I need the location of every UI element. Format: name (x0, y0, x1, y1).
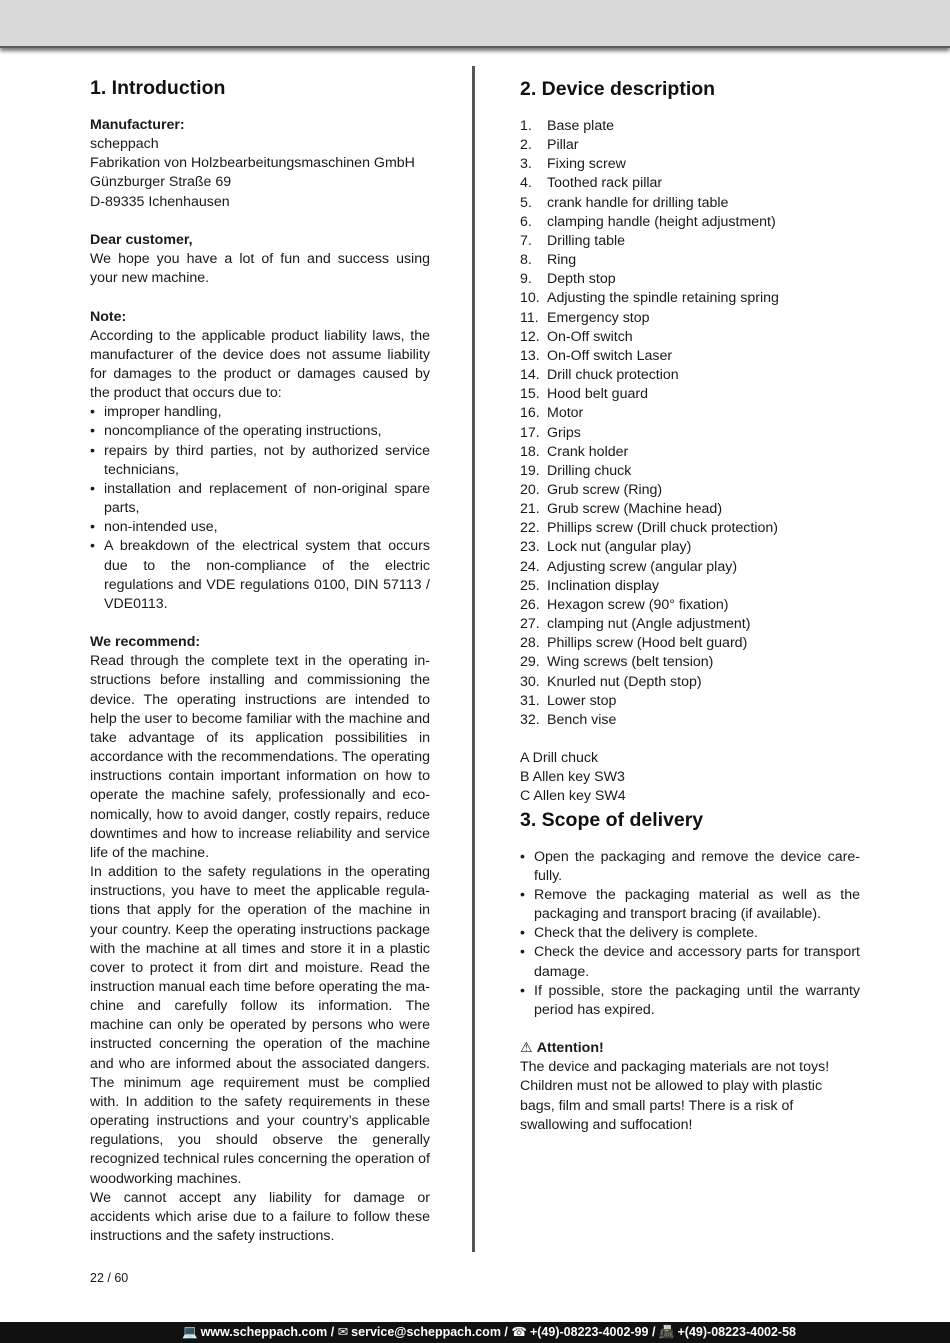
part-number: 26. (520, 596, 540, 613)
part-item (520, 328, 860, 347)
part-item (520, 424, 860, 443)
list-item: • Check that the delivery is complete. (520, 924, 860, 943)
accessory-item: B Allen key SW3 (520, 769, 625, 786)
part-item (520, 653, 860, 672)
part-label: On-Off switch (547, 328, 633, 345)
part-number: 28. (520, 635, 540, 652)
part-number: 21. (520, 501, 540, 518)
part-item (520, 117, 860, 136)
accessories-list (520, 749, 860, 806)
list-item: • improper handling, (90, 403, 430, 422)
part-number: 4. (520, 175, 532, 192)
device-section (520, 76, 860, 1135)
part-item (520, 481, 860, 500)
footer-separator: / (651, 1325, 656, 1339)
part-number: 2. (520, 137, 532, 154)
part-item (520, 385, 860, 404)
part-number: 27. (520, 616, 540, 633)
header-band (0, 0, 950, 48)
part-number: 10. (520, 290, 540, 307)
part-label: Adjusting the spindle retaining spring (547, 290, 779, 307)
phone-icon: ☎ (511, 1325, 527, 1339)
part-number: 31. (520, 692, 540, 709)
part-item (520, 673, 860, 692)
list-item: • installation and replacement of non-original spare parts, (90, 480, 430, 518)
accessory-item: A Drill chuck (520, 750, 599, 767)
part-label: Adjusting screw (angular play) (547, 558, 738, 575)
part-item (520, 577, 860, 596)
part-item (520, 462, 860, 481)
part-label: Toothed rack pillar (547, 175, 663, 192)
device-description-title: 2. Device description (520, 78, 716, 100)
dear-customer-label: Dear customer, (90, 231, 193, 248)
part-item (520, 232, 860, 251)
part-number: 16. (520, 405, 540, 422)
part-item (520, 174, 860, 193)
part-number: 17. (520, 424, 540, 441)
part-label: Hexagon screw (90° fixation) (547, 596, 729, 613)
manufacturer-address (90, 135, 430, 212)
part-number: 15. (520, 386, 540, 403)
part-number: 30. (520, 673, 540, 690)
part-label: Ring (547, 252, 577, 269)
manufacturer-line: D-89335 Ichenhausen (90, 193, 230, 210)
part-item (520, 366, 860, 385)
part-label: Grips (547, 424, 581, 441)
list-item: • If possible, store the packaging until the warranty period has expired. (520, 982, 860, 1020)
recommend-paragraph: In addition to the safety regulations in the operating instructions, you have to meet the applicable regulations that apply for the operation of the machine in your country. Keep the operating instructions package with the machine at all times and store it in a plastic cover to protect it from dirt and moisture. Read the instruction manual each time before operating the machine and carefully follow its information. The machine can only be operated by persons who were instructed concerning the operation of the machine and who are informed about the associated dangers. The minimum age requirement must be complied with. In addition to the safety requirements in these operating instructions and your country’s applicable regulations, you should observe the generally recognized technical rules concerning the operation of woodworking machines. (90, 864, 430, 1187)
manufacturer-line: scheppach (90, 136, 159, 153)
part-label: Phillips screw (Drill chuck protection) (547, 520, 779, 537)
part-label: Drill chuck protection (547, 367, 679, 384)
part-label: Drilling table (547, 232, 626, 249)
part-label: Grub screw (Ring) (547, 481, 663, 498)
part-number: 5. (520, 194, 532, 211)
fax-number: +(49)-08223-4002-58 (677, 1325, 796, 1339)
part-item (520, 309, 860, 328)
part-item (520, 558, 860, 577)
recommend-paragraph: We cannot accept any liability for damage or accidents which arise due to a failure to follow these instructions and the safety instructions. (90, 1189, 430, 1245)
part-number: 18. (520, 443, 540, 460)
fax-icon: 📠 (658, 1325, 675, 1339)
part-label: Depth stop (547, 271, 616, 288)
part-number: 13. (520, 347, 540, 364)
part-number: 25. (520, 577, 540, 594)
part-item (520, 136, 860, 155)
part-number: 24. (520, 558, 540, 575)
part-item (520, 347, 860, 366)
part-label: Knurled nut (Depth stop) (547, 673, 702, 690)
note-list (90, 403, 430, 614)
column-divider (472, 66, 475, 1252)
part-label: Drilling chuck (547, 462, 632, 479)
manufacturer-line: Fabrikation von Holzbearbeitungsmaschinen GmbH (90, 155, 415, 172)
part-item (520, 500, 860, 519)
introduction-title: 1. Introduction (90, 77, 226, 99)
part-number: 6. (520, 213, 532, 230)
phone-number[interactable]: +(49)-08223-4002-99 (529, 1325, 649, 1339)
part-number: 23. (520, 539, 540, 556)
scope-of-delivery-title: 3. Scope of delivery (520, 808, 704, 831)
part-label: Bench vise (547, 711, 617, 728)
page-number: 22 / 60 (90, 1271, 129, 1285)
warning-icon: ⚠ (520, 1040, 533, 1057)
part-item (520, 251, 860, 270)
note-text: According to the applicable product liability laws, the manufacturer of the device does not assume liability for damages to the product or damages caused by the product that occurs due to: (90, 327, 430, 402)
part-number: 7. (520, 232, 532, 249)
part-number: 1. (520, 118, 532, 134)
part-item (520, 538, 860, 557)
attention-label: Attention! (536, 1040, 604, 1057)
part-label: Fixing screw (547, 156, 626, 173)
part-item (520, 615, 860, 634)
part-label: Grub screw (Machine head) (547, 501, 723, 518)
part-item (520, 194, 860, 213)
manufacturer-line: Günzburger Straße 69 (90, 174, 232, 191)
computer-icon: 💻 (182, 1325, 198, 1339)
list-item: • Open the packaging and remove the device carefully. (520, 848, 860, 886)
part-label: crank handle for drilling table (547, 194, 729, 211)
part-label: clamping nut (Angle adjustment) (547, 616, 751, 633)
parts-list (520, 117, 860, 730)
part-item (520, 634, 860, 653)
recommend-paragraph: Read through the complete text in the operating instructions before installing and commissioning the device. The operating instructions are intended to help the user to become familiar with the machine and take advantage of its application possibilities in accordance with the recommendations. The operating instructions contain important information on how to operate the machine safely, professionally and economically, how to avoid danger, costly repairs, reduce downtimes and how to increase reliability and service life of the machine. (90, 653, 430, 861)
part-item (520, 519, 860, 538)
part-number: 14. (520, 367, 540, 384)
part-number: 29. (520, 654, 540, 671)
part-item (520, 213, 860, 232)
part-label: Inclination display (547, 577, 659, 594)
list-item: • Remove the packaging material as well as the packaging and transport bracing (if available). (520, 886, 860, 924)
list-item: • A breakdown of the electrical system that occurs due to the non-compliance of the electric regulations and VDE regulations 0100, DIN 57113 / VDE0113. (90, 537, 430, 614)
scope-list (520, 848, 860, 1020)
manufacturer-label: Manufacturer: (90, 117, 185, 133)
part-item (520, 289, 860, 308)
part-number: 11. (520, 309, 539, 326)
footer-separator: / (504, 1325, 508, 1339)
part-item (520, 404, 860, 423)
part-label: Base plate (547, 118, 615, 134)
part-item (520, 443, 860, 462)
email-link[interactable]: service@scheppach.com (351, 1325, 501, 1339)
introduction-section (90, 76, 430, 1246)
recommend-label: We recommend: (90, 634, 201, 651)
part-number: 19. (520, 462, 540, 479)
part-label: Pillar (547, 137, 579, 154)
part-label: Phillips screw (Hood belt guard) (547, 635, 748, 652)
part-item (520, 692, 860, 711)
part-item (520, 155, 860, 174)
list-item: • noncompliance of the operating instructions, (90, 422, 430, 441)
part-label: Crank holder (547, 443, 629, 460)
attention-heading (520, 1039, 860, 1058)
part-item (520, 596, 860, 615)
part-label: Hood belt guard (547, 386, 648, 403)
part-label: Lock nut (angular play) (547, 539, 692, 556)
part-number: 9. (520, 271, 532, 288)
footer-separator: / (330, 1325, 335, 1339)
list-item: • non-intended use, (90, 518, 430, 537)
part-item (520, 270, 860, 289)
part-number: 32. (520, 711, 540, 728)
dear-customer-text: We hope you have a lot of fun and success using your new machine. (90, 251, 430, 287)
part-number: 8. (520, 252, 532, 269)
note-label: Note: (90, 308, 127, 325)
accessory-item: C Allen key SW4 (520, 788, 626, 805)
part-number: 12. (520, 328, 540, 345)
part-label: Emergency stop (547, 309, 650, 326)
website-link[interactable]: www.scheppach.com (200, 1325, 328, 1339)
part-number: 20. (520, 481, 540, 498)
part-label: Motor (547, 405, 584, 422)
part-number: 3. (520, 156, 532, 173)
list-item: • repairs by third parties, not by authorized service technicians, (90, 442, 430, 480)
part-label: On-Off switch Laser (547, 347, 673, 364)
attention-text: The device and packaging materials are not toys! Children must not be allowed to play with plastic bags, film and small parts! There is a risk of swallowing and suffocation! (520, 1059, 830, 1133)
list-item: • Check the device and accessory parts for transport damage. (520, 943, 860, 981)
part-label: Wing screws (belt tension) (547, 654, 714, 671)
footer-bar (0, 1322, 950, 1343)
part-item (520, 711, 860, 730)
part-label: Lower stop (547, 692, 617, 709)
part-number: 22. (520, 520, 540, 537)
mail-icon: ✉ (337, 1325, 349, 1339)
part-label: clamping handle (height adjustment) (547, 213, 776, 230)
